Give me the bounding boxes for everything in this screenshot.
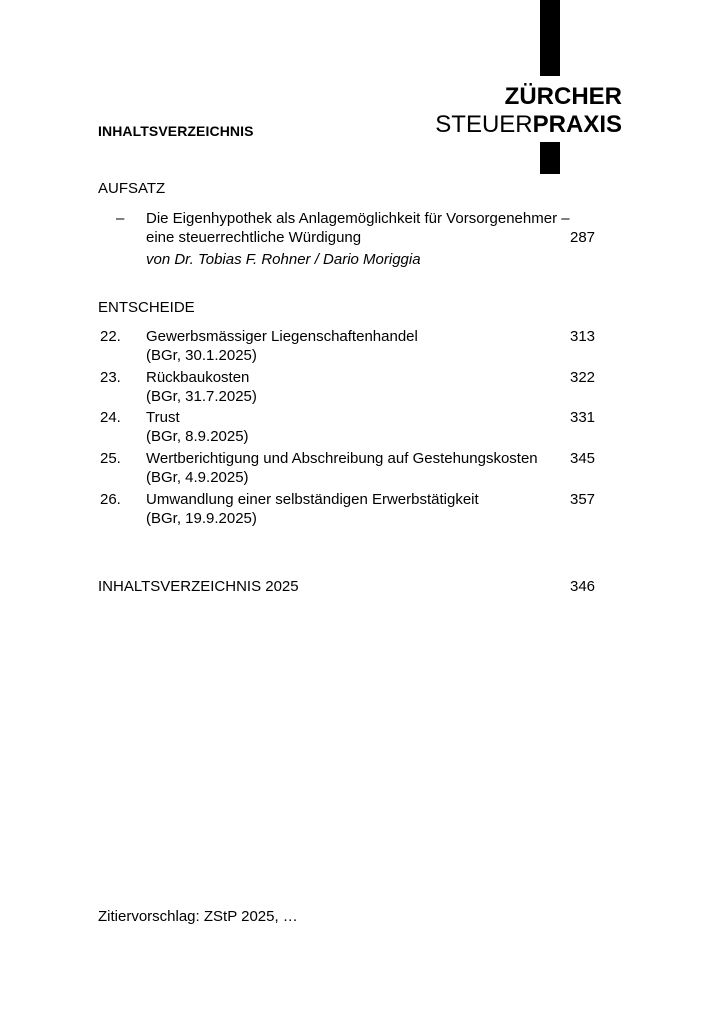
item-title: Wertberichtigung und Abschreibung auf Gestehungskosten	[146, 450, 538, 467]
citation-suggestion: Zitiervorschlag: ZStP 2025, …	[98, 908, 298, 925]
aufsatz-title-line2: eine steuerrechtliche Würdigung	[146, 229, 362, 246]
aufsatz-title-line1: Die Eigenhypothek als Anlagemöglichkeit für Vorsorgenehmer –	[146, 210, 570, 227]
annual-index-label: INHALTSVERZEICHNIS 2025	[98, 578, 299, 595]
item-page: 345	[570, 450, 596, 467]
item-court: (BGr, 31.7.2025)	[146, 388, 257, 405]
logo-praxis: PRAXIS	[532, 111, 622, 138]
item-number: 25.	[100, 450, 121, 467]
item-page: 322	[570, 369, 596, 386]
logo-bar-bottom	[540, 142, 560, 174]
logo-zuercher: ZÜRCHER	[504, 83, 622, 110]
section-heading-aufsatz: AUFSATZ	[98, 180, 166, 197]
item-court: (BGr, 8.9.2025)	[146, 428, 249, 445]
section-heading-entscheide: ENTSCHEIDE	[98, 299, 195, 316]
annual-index-page: 346	[570, 578, 596, 595]
item-page: 313	[570, 328, 596, 345]
item-number: 26.	[100, 491, 121, 508]
logo-steuer: STEUER	[435, 111, 533, 138]
item-number: 22.	[100, 328, 121, 345]
logo-bar-top	[540, 0, 560, 76]
document-title: INHALTSVERZEICHNIS	[98, 123, 254, 139]
item-title: Rückbaukosten	[146, 369, 250, 386]
logo-steuerpraxis	[435, 112, 622, 138]
aufsatz-bullet: –	[116, 210, 125, 227]
item-number: 24.	[100, 409, 121, 426]
aufsatz-page: 287	[570, 229, 596, 246]
item-page: 357	[570, 491, 596, 508]
item-court: (BGr, 30.1.2025)	[146, 347, 257, 364]
item-title: Trust	[146, 409, 180, 426]
item-title: Umwandlung einer selbständigen Erwerbstätigkeit	[146, 491, 479, 508]
item-court: (BGr, 19.9.2025)	[146, 510, 257, 527]
item-number: 23.	[100, 369, 121, 386]
item-court: (BGr, 4.9.2025)	[146, 469, 249, 486]
item-title: Gewerbsmässiger Liegenschaftenhandel	[146, 328, 418, 345]
item-page: 331	[570, 409, 596, 426]
aufsatz-authors: von Dr. Tobias F. Rohner / Dario Moriggia	[146, 251, 421, 268]
